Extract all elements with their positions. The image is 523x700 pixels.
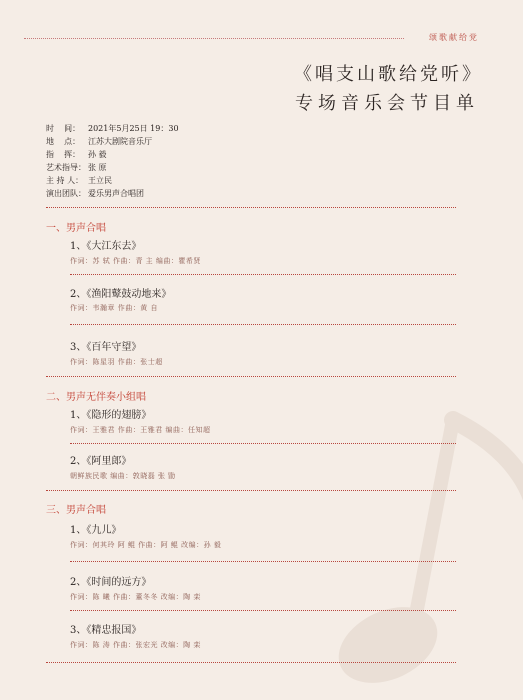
program-credit: 作词：王雅君 作曲：王雅君 编曲：任知超 — [70, 426, 211, 434]
program-item: 1、《大江东去》 — [70, 241, 142, 252]
info-value: 2021年5月25日 19：30 — [88, 124, 179, 133]
item-divider — [70, 561, 456, 562]
item-divider — [70, 610, 456, 611]
section-divider — [46, 662, 456, 663]
info-label: 主 持 人： — [46, 176, 84, 185]
section-title-1: 一、男声合唱 — [46, 223, 106, 234]
music-note-watermark — [303, 380, 523, 700]
section-title-2: 二、男声无伴奏小组唱 — [46, 392, 146, 403]
info-row-performers — [46, 187, 179, 200]
top-dotted-rule — [24, 38, 404, 39]
section-title-3: 三、男声合唱 — [46, 505, 106, 516]
program-item: 2、《时间的远方》 — [70, 577, 152, 588]
info-value: 爱乐男声合唱团 — [88, 189, 144, 198]
program-credit: 作词：韦瀚章 作曲：黄 自 — [70, 304, 158, 312]
info-row-venue — [46, 135, 179, 148]
program-title: 《唱支山歌给党听》 — [294, 64, 483, 85]
program-item: 1、《九儿》 — [70, 525, 122, 536]
program-item: 3、《百年守望》 — [70, 342, 142, 353]
section-divider — [46, 490, 456, 491]
info-label: 指 挥： — [46, 150, 81, 159]
event-info — [46, 122, 179, 200]
info-row-time — [46, 122, 179, 135]
program-credit: 朝鲜族民歌 编曲：敦晓磊 张 勖 — [70, 472, 176, 480]
header-tag: 颂歌献给党 — [429, 33, 479, 42]
item-divider — [70, 324, 456, 325]
info-label: 演出团队： — [46, 189, 86, 198]
program-credit: 作词：陈星羽 作曲：张士超 — [70, 358, 163, 366]
info-value: 江苏大剧院音乐厅 — [88, 137, 152, 146]
info-row-conductor — [46, 148, 179, 161]
program-subtitle: 专场音乐会节目单 — [295, 93, 479, 114]
item-divider — [70, 274, 456, 275]
section-divider — [46, 207, 456, 208]
info-row-art-director — [46, 161, 179, 174]
info-value: 王立民 — [88, 176, 112, 185]
program-credit: 作词：陈 曦 作曲：董冬冬 改编：陶 栾 — [70, 593, 201, 601]
program-item: 1、《隐形的翅膀》 — [70, 410, 152, 421]
program-item: 2、《阿里郎》 — [70, 456, 132, 467]
info-label: 地 点： — [46, 137, 81, 146]
program-credit: 作词：何其玲 阿 鲲 作曲：阿 鲲 改编：孙 毅 — [70, 541, 222, 549]
program-item: 3、《精忠报国》 — [70, 625, 142, 636]
info-label: 时 间： — [46, 124, 81, 133]
info-value: 孙 毅 — [88, 150, 107, 159]
info-label: 艺术指导： — [46, 163, 86, 172]
program-credit: 作词：苏 轼 作曲：青 主 编曲：瞿希贤 — [70, 257, 201, 265]
program-credit: 作词：陈 涛 作曲：张宏光 改编：陶 栾 — [70, 641, 201, 649]
info-value: 张 原 — [88, 163, 107, 172]
info-row-host — [46, 174, 179, 187]
program-item: 2、《渔阳鼙鼓动地来》 — [70, 289, 172, 300]
item-divider — [70, 443, 456, 444]
section-divider — [46, 376, 456, 377]
